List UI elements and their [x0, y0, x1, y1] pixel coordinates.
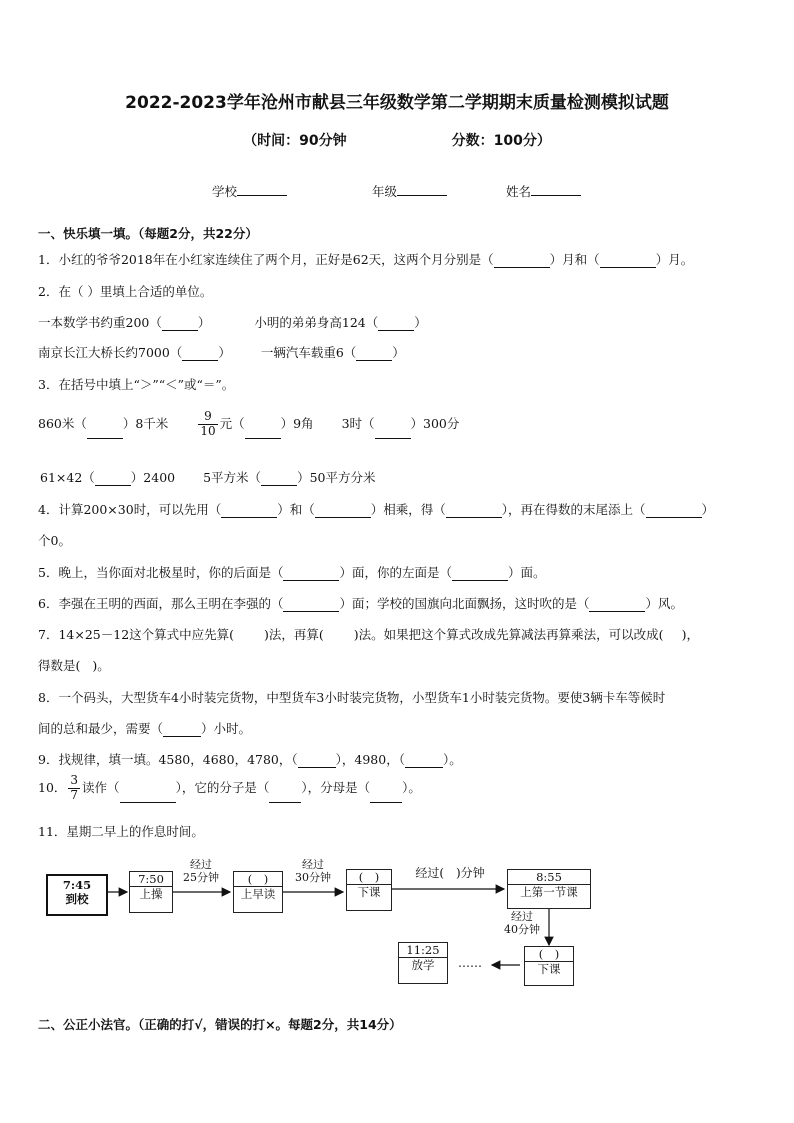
question-3a: 860米（ ）8千米 $\frac{9}{10}$ 元（ ）9角 3时（ ）300分 [38, 409, 460, 438]
name-field[interactable]: 姓名 [506, 182, 531, 200]
arrow-label-4: 经过 40分钟 [504, 910, 540, 937]
school-field[interactable]: 学校 [212, 182, 237, 200]
arrow-label-1: 经过 25分钟 [183, 858, 219, 885]
box-class-end-2[interactable]: ( ) 下课 [524, 946, 574, 986]
fraction-9-10: $\frac{9}{10}$ [200, 409, 216, 438]
question-9: 9．找规律，填一填。4580，4680，4780，（ ），4980，（ ）。 [38, 752, 462, 767]
question-8: 8．一个码头，大型货车4小时装完货物，中型货车3小时装完货物，小型货车1小时装完货物。要使3辆卡车等候时 [38, 690, 666, 705]
arrow-label-2: 经过 30分钟 [295, 858, 331, 885]
question-7-cont: 得数是( )。 [38, 658, 110, 673]
box-class-end-1[interactable]: ( ) 下课 [346, 869, 392, 911]
question-6: 6．李强在王明的西面，那么王明在李强的（ ）面；学校的国旗向北面飘扬，这时吹的是（ ）风。 [38, 596, 683, 611]
section-1-heading: 一、快乐填一填。（每题2分，共22分） [38, 226, 258, 241]
question-10: 10． $\frac{3}{7}$ 读作（ ），它的分子是（ ），分母是（ ）。 [38, 773, 421, 802]
question-8-cont: 间的总和最少，需要（ ）小时。 [38, 721, 252, 736]
exam-score: 分数：100分） [451, 133, 551, 149]
question-2b: 南京长江大桥长约7000（ ） 一辆汽车载重6（ ） [38, 345, 405, 360]
question-11: 11．星期二早上的作息时间。 [38, 824, 204, 839]
ellipsis-dots: …… [458, 956, 482, 970]
question-4: 4．计算200×30时，可以先用（ ）和（ ）相乘，得（ ），再在得数的末尾添上（ ） [38, 502, 715, 517]
box-exercise: 7:50 上操 [129, 871, 173, 913]
question-3b: 61×42（ ）2400 5平方米（ ）50平方分米 [40, 470, 376, 485]
section-2-heading: 二、公正小法官。（正确的打√，错误的打×。每题2分，共14分） [38, 1017, 402, 1032]
question-5: 5．晚上，当你面对北极星时，你的后面是（ ）面，你的左面是（ ）面。 [38, 565, 546, 580]
grade-field[interactable]: 年级 [372, 182, 397, 200]
question-2a: 一本数学书约重200（ ） 小明的弟弟身高124（ ） [38, 315, 427, 330]
box-dismiss: 11:25 放学 [398, 942, 448, 984]
question-7: 7．14×25－12这个算式中应先算( )法，再算( )法。如果把这个算式改成先算减法再算乘法，可以改成( )， [38, 627, 699, 642]
arrow-label-3[interactable]: 经过( )分钟 [415, 866, 485, 880]
question-3: 3．在括号中填上“＞”“＜”或“＝”。 [38, 377, 235, 392]
exam-time: （时间：90分钟 [243, 133, 347, 149]
question-4-cont: 个0。 [38, 533, 71, 548]
page-title: 2022-2023学年沧州市献县三年级数学第二学期期末质量检测模拟试题 [125, 93, 669, 113]
fraction-3-7: $\frac{3}{7}$ [70, 773, 79, 802]
box-arrive: 7:45 到校 [46, 874, 108, 916]
box-morning-read[interactable]: ( ) 上早读 [233, 871, 283, 913]
question-1: 1．小红的爷爷2018年在小红家连续住了两个月，正好是62天，这两个月分别是（ ）月和（ ）月。 [38, 252, 694, 267]
box-first-class: 8:55 上第一节课 [507, 869, 591, 909]
question-2: 2．在（ ）里填上合适的单位。 [38, 284, 213, 299]
